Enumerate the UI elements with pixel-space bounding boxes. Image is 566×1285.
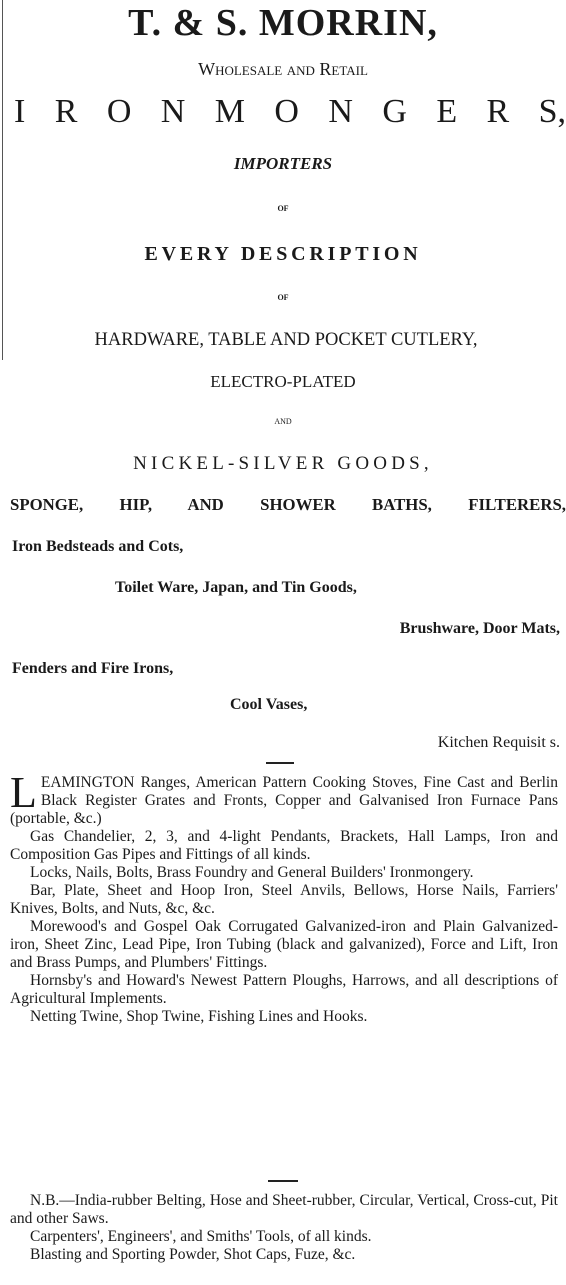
item-brushware: Brushware, Door Mats, — [399, 620, 560, 637]
separator-rule-1 — [266, 762, 294, 764]
firm-name: T. & S. MORRIN, — [128, 2, 438, 44]
of-label-1: of — [277, 200, 289, 214]
products-body — [10, 768, 558, 1026]
goods-line-baths: SPONGE, HIP, AND SHOWER BATHS, FILTERERS, — [10, 495, 566, 514]
body-paragraph-twine: Netting Twine, Shop Twine, Fishing Lines and Hooks. — [30, 1008, 368, 1025]
notes-body — [10, 1192, 558, 1264]
trade-type: Wholesale and Retail — [198, 59, 368, 79]
body-paragraph-iron: Bar, Plate, Sheet and Hoop Iron, Steel Anvils, Bellows, Horse Nails, Farriers' Knives, Bolts, and Nuts, &c, &c. — [10, 882, 558, 917]
note-paragraph-tools: Carpenters', Engineers', and Smiths' Tools, of all kinds. — [30, 1228, 372, 1245]
trade-heading: I R O N M O N G E R S, — [14, 93, 566, 130]
note-paragraph-powder: Blasting and Sporting Powder, Shot Caps, Fuze, &c. — [30, 1246, 356, 1263]
left-border-line — [2, 0, 3, 360]
item-fenders: Fenders and Fire Irons, — [12, 660, 174, 677]
drop-cap: L — [10, 768, 37, 817]
item-bedsteads: Iron Bedsteads and Cots, — [12, 538, 184, 555]
separator-rule-2 — [268, 1180, 298, 1182]
body-paragraph-locks: Locks, Nails, Bolts, Brass Foundry and General Builders' Ironmongery. — [30, 864, 474, 881]
item-toilet-ware: Toilet Ware, Japan, and Tin Goods, — [115, 579, 357, 596]
item-kitchen: Kitchen Requisit s. — [437, 734, 560, 751]
body-paragraph-galvanized: Morewood's and Gospel Oak Corrugated Galvanized-iron and Plain Galvanized-iron, Sheet Zinc, Lead Pipe, Iron Tubing (black and galvanized), Force and Lift, Iron and Brass Pumps, and Plumbers' Fittings. — [10, 918, 558, 971]
goods-line-hardware: HARDWARE, TABLE AND POCKET CUTLERY, — [94, 330, 478, 350]
item-cool-vases: Cool Vases, — [230, 696, 308, 713]
of-label-2: of — [277, 289, 289, 303]
importers-label: IMPORTERS — [233, 154, 333, 173]
every-description-heading: EVERY DESCRIPTION — [144, 243, 422, 265]
goods-line-electroplated: ELECTRO-PLATED — [210, 372, 356, 391]
body-paragraph-ploughs: Hornsby's and Howard's Newest Pattern Ploughs, Harrows, and all descriptions of Agricultural Implements. — [10, 972, 558, 1007]
body-paragraph-ranges: LEAMINGTON Ranges, American Pattern Cooking Stoves, Fine Cast and Berlin Black Register Grates and Fronts, Copper and Galvanised Iron Furnace Pans (portable, &c.) — [10, 768, 558, 827]
and-label: and — [274, 413, 292, 427]
note-paragraph-belting: N.B.—India-rubber Belting, Hose and Sheet-rubber, Circular, Vertical, Cross-cut, Pit and other Saws. — [10, 1192, 558, 1227]
body-paragraph-gas: Gas Chandelier, 2, 3, and 4-light Pendants, Brackets, Hall Lamps, Iron and Composition Gas Pipes and Fittings of all kinds. — [10, 828, 558, 863]
goods-line-nickel-silver: NICKEL-SILVER GOODS, — [133, 453, 433, 474]
